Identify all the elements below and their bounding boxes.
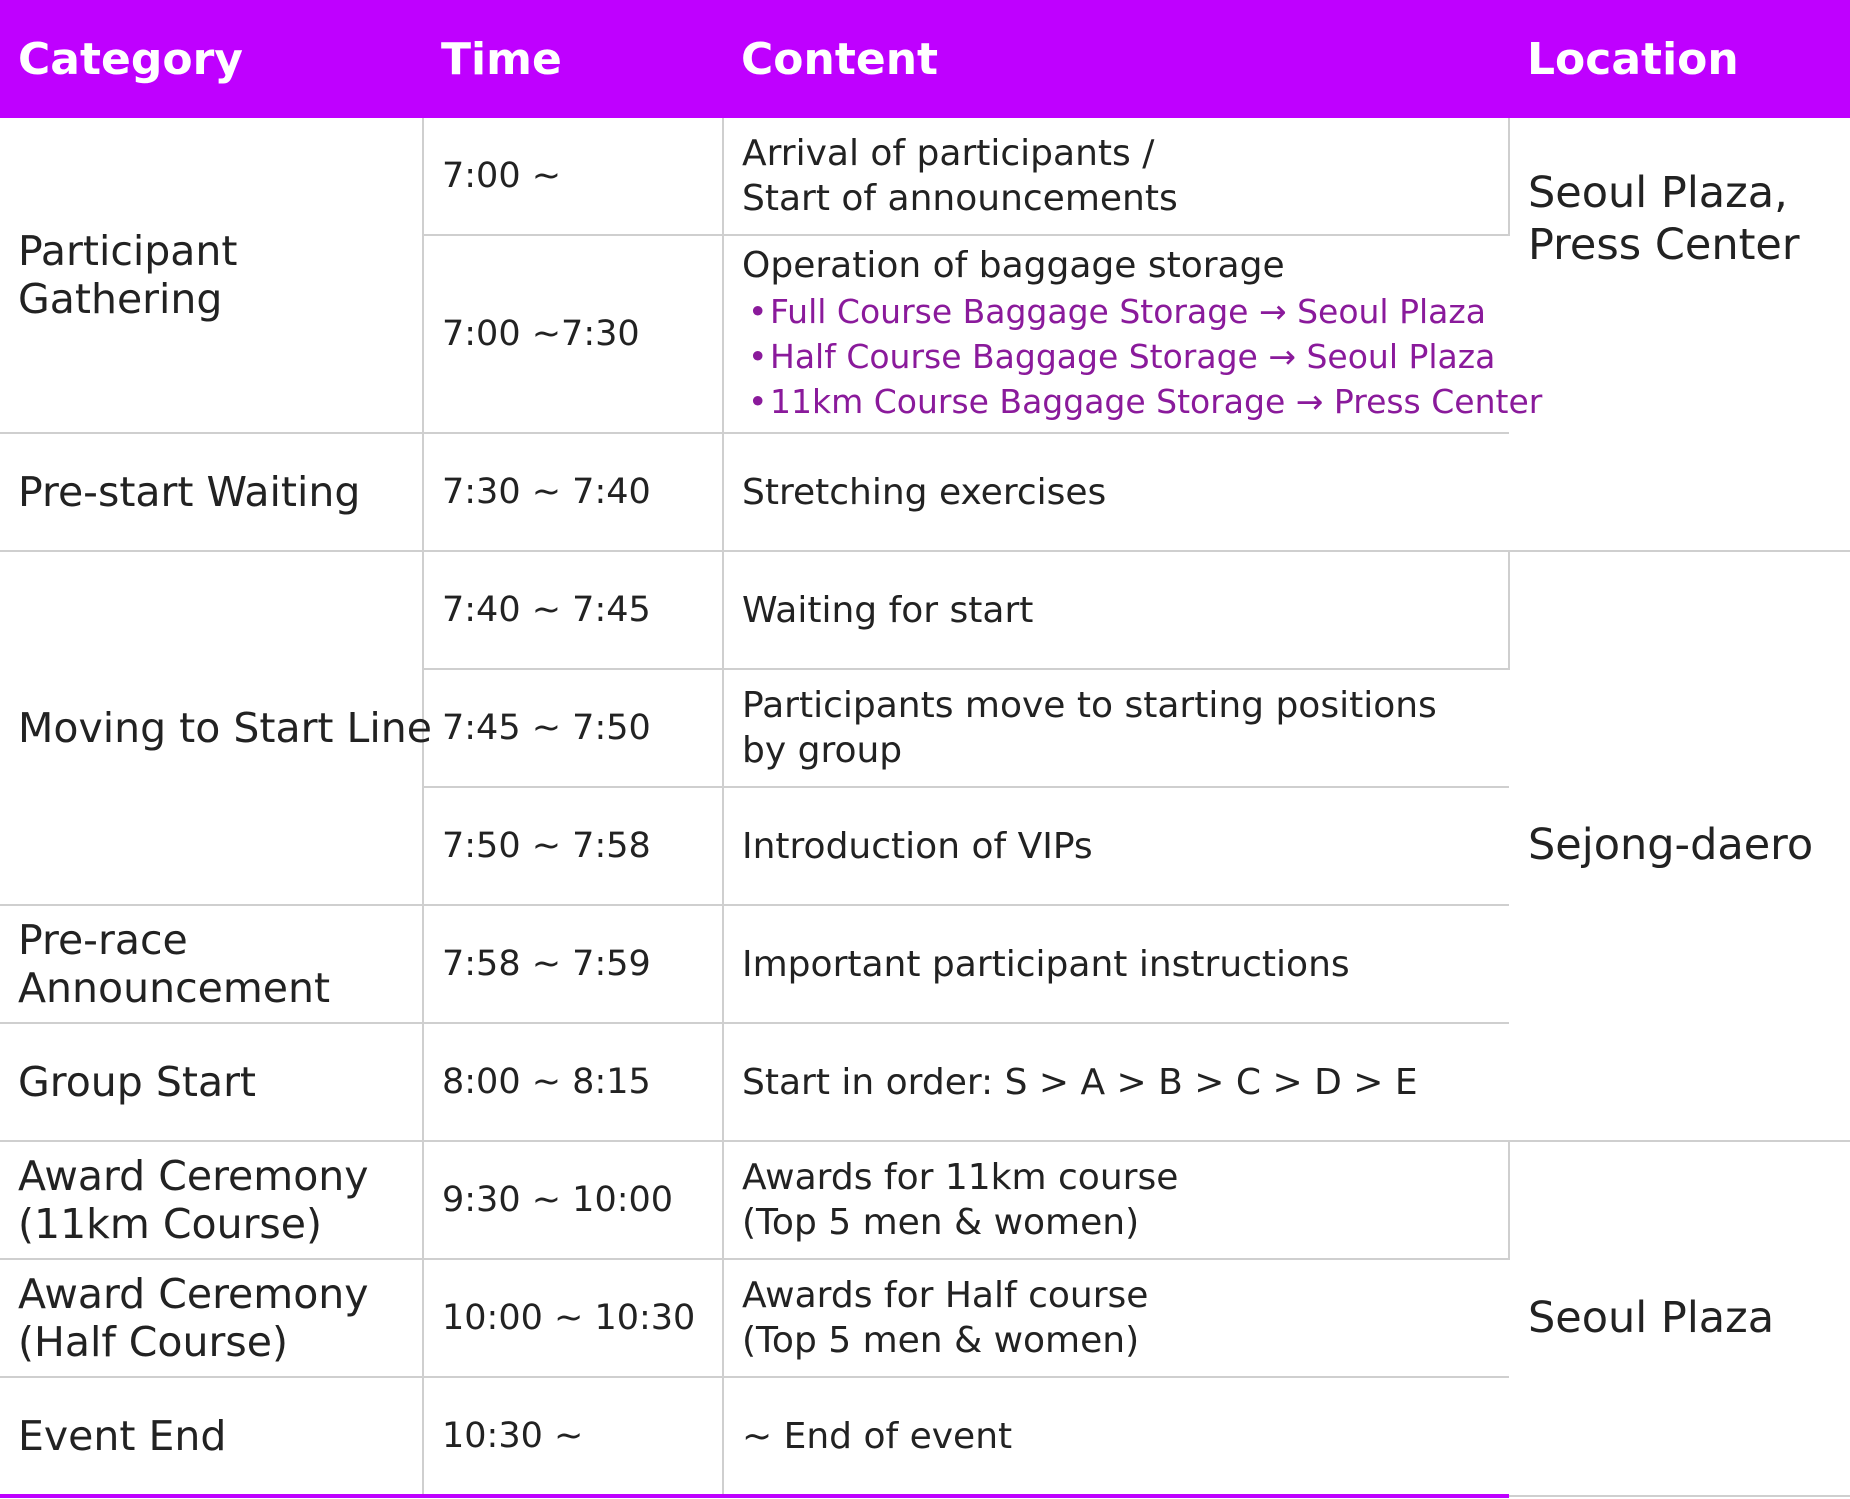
content-cell	[723, 118, 1509, 235]
baggage-list	[742, 290, 1543, 425]
header-category: Category	[0, 0, 423, 118]
category-cell	[0, 1259, 423, 1377]
category-text: Pre-start Waiting	[18, 467, 361, 516]
content-text: Start of announcements	[742, 178, 1178, 219]
category-text: Award Ceremony	[18, 1269, 369, 1318]
time-cell: 10:00 ~ 10:30	[423, 1259, 723, 1377]
time-cell: 7:40 ~ 7:45	[423, 551, 723, 669]
bullet-icon: •	[748, 381, 768, 421]
bullet-icon: •	[748, 337, 768, 377]
list-item	[748, 380, 1543, 425]
header-location: Location	[1509, 0, 1850, 118]
category-cell	[0, 551, 432, 905]
time-cell: 9:30 ~ 10:00	[423, 1141, 723, 1259]
category-text: Award Ceremony	[18, 1151, 369, 1200]
content-cell	[723, 787, 1509, 905]
location-cell	[1509, 118, 1850, 551]
category-text: Gathering	[18, 275, 223, 323]
category-cell	[0, 1377, 423, 1496]
category-text: Participant	[18, 226, 238, 275]
time-cell: 7:00 ~7:30	[423, 235, 723, 433]
content-text: by group	[742, 730, 903, 771]
content-text: Important participant instructions	[742, 943, 1350, 985]
content-text: Participants move to starting positions	[742, 685, 1437, 726]
content-text: Start in order: S > A > B > C > D > E	[742, 1061, 1418, 1103]
category-cell	[0, 1141, 423, 1259]
content-cell	[723, 1023, 1509, 1141]
time-cell: 7:00 ~	[423, 118, 723, 235]
category-cell	[0, 118, 423, 433]
location-text: Sejong-daero	[1528, 820, 1814, 871]
baggage-item-text: Half Course Baggage Storage → Seoul Plaza	[770, 337, 1496, 377]
category-text: Group Start	[18, 1057, 257, 1106]
content-cell	[723, 1377, 1509, 1496]
category-cell	[0, 1023, 423, 1141]
location-cell	[1509, 1141, 1850, 1496]
location-cell	[1509, 551, 1850, 1141]
table-row	[0, 1141, 1850, 1259]
time-cell: 7:50 ~ 7:58	[423, 787, 723, 905]
time-cell: 7:58 ~ 7:59	[423, 905, 723, 1023]
list-item	[748, 290, 1509, 335]
content-text: Arrival of participants /	[742, 133, 1155, 174]
category-text: Moving to Start Line	[18, 703, 432, 752]
baggage-item-text: 11km Course Baggage Storage → Press Center	[770, 381, 1543, 421]
content-cell	[723, 1141, 1509, 1259]
content-cell	[723, 669, 1509, 787]
time-cell: 7:30 ~ 7:40	[423, 433, 723, 551]
content-cell	[723, 235, 1543, 433]
content-text: (Top 5 men & women)	[742, 1320, 1140, 1361]
table-header	[0, 0, 1850, 118]
content-text: Waiting for start	[742, 589, 1034, 631]
time-cell: 7:45 ~ 7:50	[423, 669, 723, 787]
content-text: Operation of baggage storage	[742, 245, 1285, 287]
category-text: Event End	[18, 1411, 227, 1460]
content-text: ~ End of event	[742, 1415, 1013, 1457]
location-text: Seoul Plaza	[1528, 1292, 1775, 1343]
content-text: Awards for 11km course	[742, 1157, 1179, 1198]
location-text: Press Center	[1528, 219, 1800, 270]
content-cell	[723, 1259, 1509, 1377]
category-cell	[0, 905, 423, 1023]
header-row	[0, 0, 1850, 118]
location-text: Seoul Plaza,	[1528, 168, 1788, 218]
header-time: Time	[423, 0, 723, 118]
content-cell	[723, 433, 1509, 551]
content-text: (Top 5 men & women)	[742, 1202, 1140, 1243]
bullet-icon: •	[748, 292, 768, 332]
header-content: Content	[723, 0, 1509, 118]
table-row	[0, 118, 1850, 235]
table-row	[0, 551, 1850, 669]
table-body	[0, 118, 1850, 1496]
list-item	[748, 335, 1509, 380]
content-text: Introduction of VIPs	[742, 825, 1093, 867]
category-cell	[0, 433, 423, 551]
content-cell	[723, 905, 1509, 1023]
baggage-item-text: Full Course Baggage Storage → Seoul Plaza	[770, 292, 1486, 332]
content-text: Awards for Half course	[742, 1275, 1149, 1316]
category-text: Announcement	[18, 964, 331, 1012]
time-cell: 8:00 ~ 8:15	[423, 1023, 723, 1141]
category-text: (11km Course)	[18, 1200, 323, 1248]
content-text: Stretching exercises	[742, 471, 1107, 513]
time-cell: 10:30 ~	[423, 1377, 723, 1496]
category-text: (Half Course)	[18, 1318, 288, 1366]
category-text: Pre-race	[18, 915, 188, 964]
content-cell	[723, 551, 1509, 669]
